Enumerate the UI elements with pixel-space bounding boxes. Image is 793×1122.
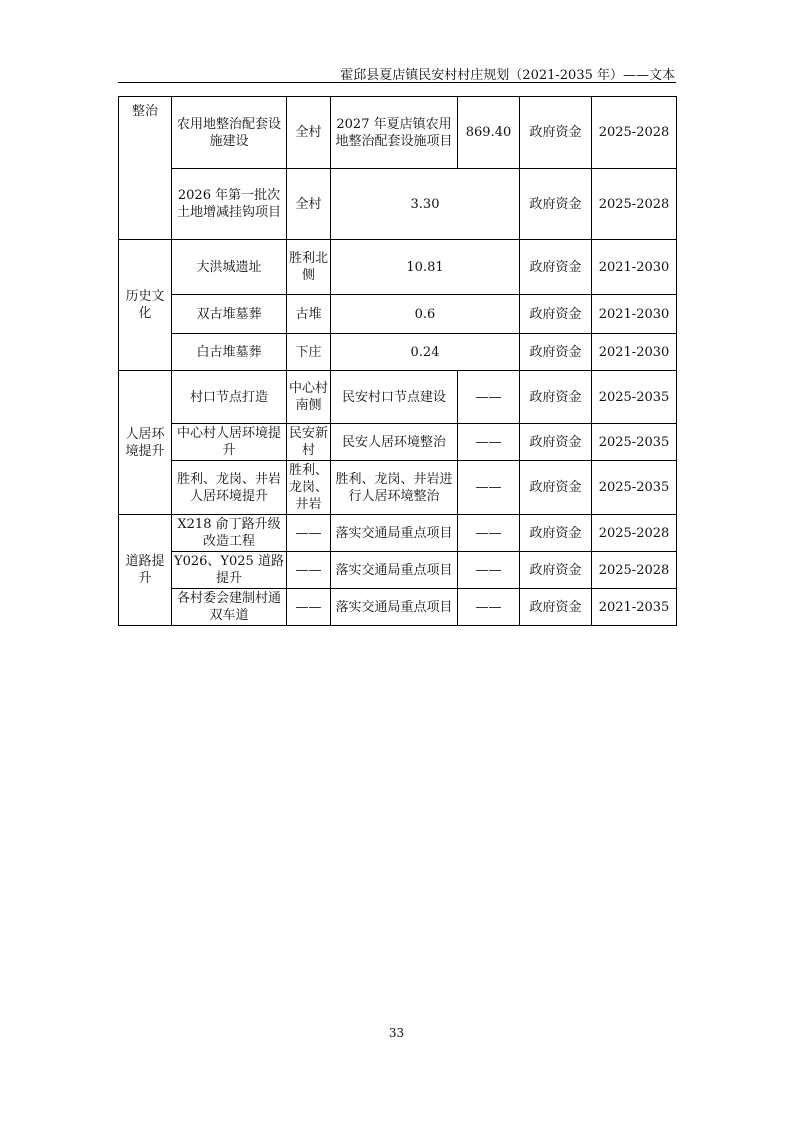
funding-cell: 政府资金 <box>520 240 592 295</box>
period-cell: 2021-2030 <box>592 295 677 334</box>
period-cell: 2025-2035 <box>592 424 677 461</box>
project-name-cell: Y026、Y025 道路提升 <box>172 552 287 589</box>
table-row <box>119 371 677 424</box>
project-cell: 2027 年夏店镇农用地整治配套设施项目 <box>331 97 458 169</box>
scale-cell: 3.30 <box>331 169 520 240</box>
table-row <box>119 97 677 169</box>
period-cell: 2025-2028 <box>592 515 677 552</box>
funding-cell: 政府资金 <box>520 334 592 371</box>
project-name-cell: 2026 年第一批次土地增减挂钩项目 <box>172 169 287 240</box>
funding-cell: 政府资金 <box>520 371 592 424</box>
project-cell: 落实交通局重点项目 <box>331 589 458 626</box>
period-cell: 2021-2030 <box>592 240 677 295</box>
table-row <box>119 552 677 589</box>
period-cell: 2025-2028 <box>592 169 677 240</box>
project-name-cell: 中心村人居环境提升 <box>172 424 287 461</box>
table-row <box>119 169 677 240</box>
period-cell: 2025-2028 <box>592 97 677 169</box>
location-cell: 中心村南侧 <box>287 371 331 424</box>
scale-cell: —— <box>458 589 520 626</box>
scale-cell: —— <box>458 461 520 515</box>
scale-cell: 10.81 <box>331 240 520 295</box>
project-name-cell: X218 俞丁路升级改造工程 <box>172 515 287 552</box>
period-cell: 2021-2035 <box>592 589 677 626</box>
location-cell: 全村 <box>287 169 331 240</box>
location-cell: 古堆 <box>287 295 331 334</box>
page-number: 33 <box>388 1026 405 1040</box>
scale-cell: —— <box>458 552 520 589</box>
location-cell: 民安新村 <box>287 424 331 461</box>
location-cell: —— <box>287 589 331 626</box>
project-name-cell: 村口节点打造 <box>172 371 287 424</box>
location-cell: —— <box>287 552 331 589</box>
project-cell: 民安人居环境整治 <box>331 424 458 461</box>
category-cell: 历史文化 <box>119 240 172 371</box>
funding-cell: 政府资金 <box>520 515 592 552</box>
table-row <box>119 424 677 461</box>
scale-cell: —— <box>458 515 520 552</box>
location-cell: 胜利、龙岗、井岩 <box>287 461 331 515</box>
project-cell: 落实交通局重点项目 <box>331 515 458 552</box>
location-cell: —— <box>287 515 331 552</box>
table-row <box>119 461 677 515</box>
scale-cell: 0.24 <box>331 334 520 371</box>
funding-cell: 政府资金 <box>520 169 592 240</box>
period-cell: 2025-2028 <box>592 552 677 589</box>
funding-cell: 政府资金 <box>520 552 592 589</box>
project-name-cell: 双古堆墓葬 <box>172 295 287 334</box>
funding-cell: 政府资金 <box>520 97 592 169</box>
location-cell: 全村 <box>287 97 331 169</box>
table-row <box>119 240 677 295</box>
period-cell: 2025-2035 <box>592 371 677 424</box>
planning-table <box>118 96 677 626</box>
project-cell: 落实交通局重点项目 <box>331 552 458 589</box>
project-name-cell: 白古堆墓葬 <box>172 334 287 371</box>
scale-cell: —— <box>458 371 520 424</box>
table-row <box>119 589 677 626</box>
project-name-cell: 胜利、龙岗、井岩人居环境提升 <box>172 461 287 515</box>
project-cell: 民安村口节点建设 <box>331 371 458 424</box>
category-cell: 道路提升 <box>119 515 172 626</box>
scale-cell: —— <box>458 424 520 461</box>
funding-cell: 政府资金 <box>520 424 592 461</box>
table-row <box>119 515 677 552</box>
period-cell: 2025-2035 <box>592 461 677 515</box>
period-cell: 2021-2030 <box>592 334 677 371</box>
funding-cell: 政府资金 <box>520 589 592 626</box>
table-row <box>119 295 677 334</box>
table-row <box>119 334 677 371</box>
project-cell: 胜利、龙岗、井岩进行人居环境整治 <box>331 461 458 515</box>
project-name-cell: 各村委会建制村通双车道 <box>172 589 287 626</box>
category-cell: 人居环境提升 <box>119 371 172 515</box>
funding-cell: 政府资金 <box>520 295 592 334</box>
location-cell: 下庄 <box>287 334 331 371</box>
location-cell: 胜利北侧 <box>287 240 331 295</box>
header-rule <box>118 82 676 83</box>
running-header-title: 霍邱县夏店镇民安村村庄规划（2021-2035 年）——文本 <box>340 68 675 83</box>
project-name-cell: 大洪城遗址 <box>172 240 287 295</box>
scale-cell: 0.6 <box>331 295 520 334</box>
category-cell: 整治 <box>119 97 172 240</box>
scale-cell: 869.40 <box>458 97 520 169</box>
funding-cell: 政府资金 <box>520 461 592 515</box>
project-name-cell: 农用地整治配套设施建设 <box>172 97 287 169</box>
